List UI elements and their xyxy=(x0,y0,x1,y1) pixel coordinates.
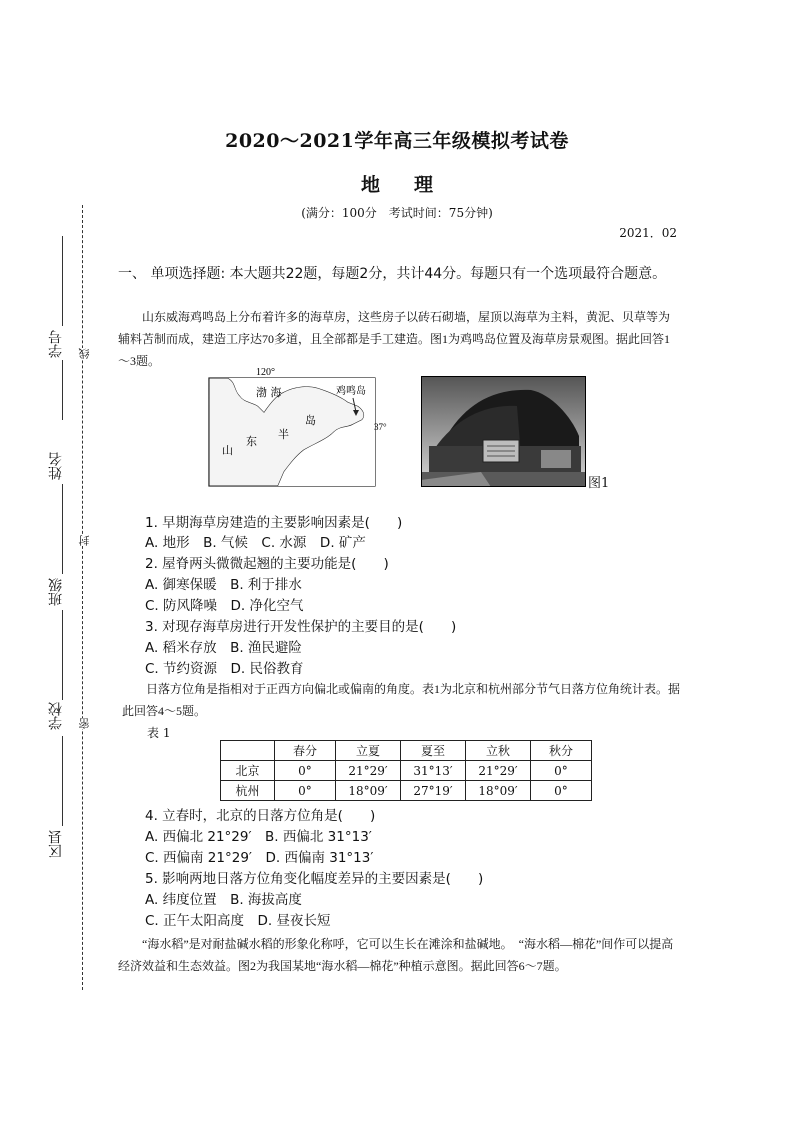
table-row xyxy=(221,781,592,801)
table-cell: 18°09′ xyxy=(336,781,401,801)
table-1-caption: 表 1 xyxy=(147,726,171,740)
question-4-stem: 4. 立春时，北京的日落方位角是( ) xyxy=(145,808,376,824)
field-class-line xyxy=(62,610,63,700)
table-cell: 0° xyxy=(531,761,592,781)
map-dong-label: 东 xyxy=(246,435,257,448)
table-cell: 0° xyxy=(275,781,336,801)
figure-1-caption: 图1 xyxy=(588,476,610,491)
question-1-stem: 1. 早期海草房建造的主要影响因素是( ) xyxy=(145,515,403,531)
exam-meta: (满分：100分 考试时间：75分钟) xyxy=(301,206,493,220)
figure-1-map xyxy=(208,366,387,488)
table-header-cell: 夏至 xyxy=(401,741,466,761)
subject-title: 地理 xyxy=(360,174,467,196)
table-header-cell: 春分 xyxy=(275,741,336,761)
table-cell: 31°13′ xyxy=(401,761,466,781)
table-1 xyxy=(220,740,592,801)
table-header-cell xyxy=(221,741,275,761)
question-5-options-ab: A. 纬度位置 B. 海拔高度 xyxy=(145,892,302,908)
question-3-stem: 3. 对现存海草房进行开发性保护的主要目的是( ) xyxy=(145,619,457,635)
field-name-line xyxy=(62,484,63,574)
table-cell: 27°19′ xyxy=(401,781,466,801)
table-header-cell: 秋分 xyxy=(531,741,592,761)
field-student-id-line-2 xyxy=(62,360,63,420)
map-lon-label: 120° xyxy=(256,367,275,378)
question-2-options-ab: A. 御寒保暖 B. 利于排水 xyxy=(145,577,302,593)
map-ban-label: 半 xyxy=(278,428,289,441)
section-heading: 一、 单项选择题: 本大题共22题，每题2分，共计44分。每题只有一个选项最符合题意。 xyxy=(118,266,667,282)
table-header-cell: 立秋 xyxy=(466,741,531,761)
seal-mark-seal: 封 xyxy=(78,535,91,546)
field-school-line xyxy=(62,736,63,826)
table-cell: 21°29′ xyxy=(336,761,401,781)
passage-2: 日落方位角是指相对于正西方向偏北或偏南的角度。表1为北京和杭州部分节气日落方位角统计表。据此回答4～5题。 xyxy=(122,682,681,718)
field-district: 区县 xyxy=(48,830,64,858)
exam-title: 2020～2021学年高三年级模拟考试卷 xyxy=(225,130,569,152)
question-3-options-cd: C. 节约资源 D. 民俗教育 xyxy=(145,661,304,677)
field-class: 班级 xyxy=(48,578,64,606)
table-row xyxy=(221,761,592,781)
passage-3: “海水稻”是对耐盐碱水稻的形象化称呼，它可以生长在滩涂和盐碱地。 “海水稻—棉花”间作可以提高经济效益和生态效益。图2为我国某地“海水稻—棉花”种植示意图。据此回答6～7题。 xyxy=(118,937,674,973)
field-student-id-line xyxy=(62,236,63,326)
map-bay-label: 渤 海 xyxy=(256,386,282,399)
question-2-options-cd: C. 防风降噪 D. 净化空气 xyxy=(145,598,304,614)
map-shan-label: 山 xyxy=(222,444,233,457)
table-cell: 0° xyxy=(275,761,336,781)
question-5-options-cd: C. 正午太阳高度 D. 昼夜长短 xyxy=(145,913,331,929)
question-2-stem: 2. 屋脊两头微微起翘的主要功能是( ) xyxy=(145,556,389,572)
seaweed-house-photo xyxy=(421,376,586,487)
question-4-options-ab: A. 西偏北 21°29′ B. 西偏北 31°13′ xyxy=(145,829,372,845)
exam-date: 2021．02 xyxy=(619,226,677,240)
table-header-row xyxy=(221,741,592,761)
field-name: 姓名 xyxy=(48,452,64,480)
question-5-stem: 5. 影响两地日落方位角变化幅度差异的主要因素是( ) xyxy=(145,871,484,887)
question-4-options-cd: C. 西偏南 21°29′ D. 西偏南 31°13′ xyxy=(145,850,374,866)
table-cell: 杭州 xyxy=(221,781,275,801)
map-lat-label: 37° xyxy=(374,422,387,432)
map-dao-label: 岛 xyxy=(305,414,316,427)
table-cell: 18°09′ xyxy=(466,781,531,801)
map-island-label: 鸡鸣岛 xyxy=(336,386,366,397)
table-cell: 21°29′ xyxy=(466,761,531,781)
table-cell: 0° xyxy=(531,781,592,801)
passage-1: 山东威海鸡鸣岛上分布着许多的海草房，这些房子以砖石砌墙，屋顶以海草为主料，黄泥、贝草等为辅料苫制而成，建造工序达70多道，且全部都是手工建造。图1为鸡鸣岛位置及海草房景观图。据此回答1～3题。 xyxy=(118,310,671,368)
field-school: 学校 xyxy=(48,702,64,730)
field-student-id: 学号 xyxy=(48,330,64,358)
seal-mark-line: 线 xyxy=(78,348,91,359)
binding-dashed-line xyxy=(82,205,83,990)
question-1-options: A. 地形 B. 气候 C. 水源 D. 矿产 xyxy=(145,535,366,551)
table-cell: 北京 xyxy=(221,761,275,781)
table-header-cell: 立夏 xyxy=(336,741,401,761)
question-3-options-ab: A. 稻米存放 B. 渔民避险 xyxy=(145,640,302,656)
seal-mark-secret: 密 xyxy=(78,718,91,729)
